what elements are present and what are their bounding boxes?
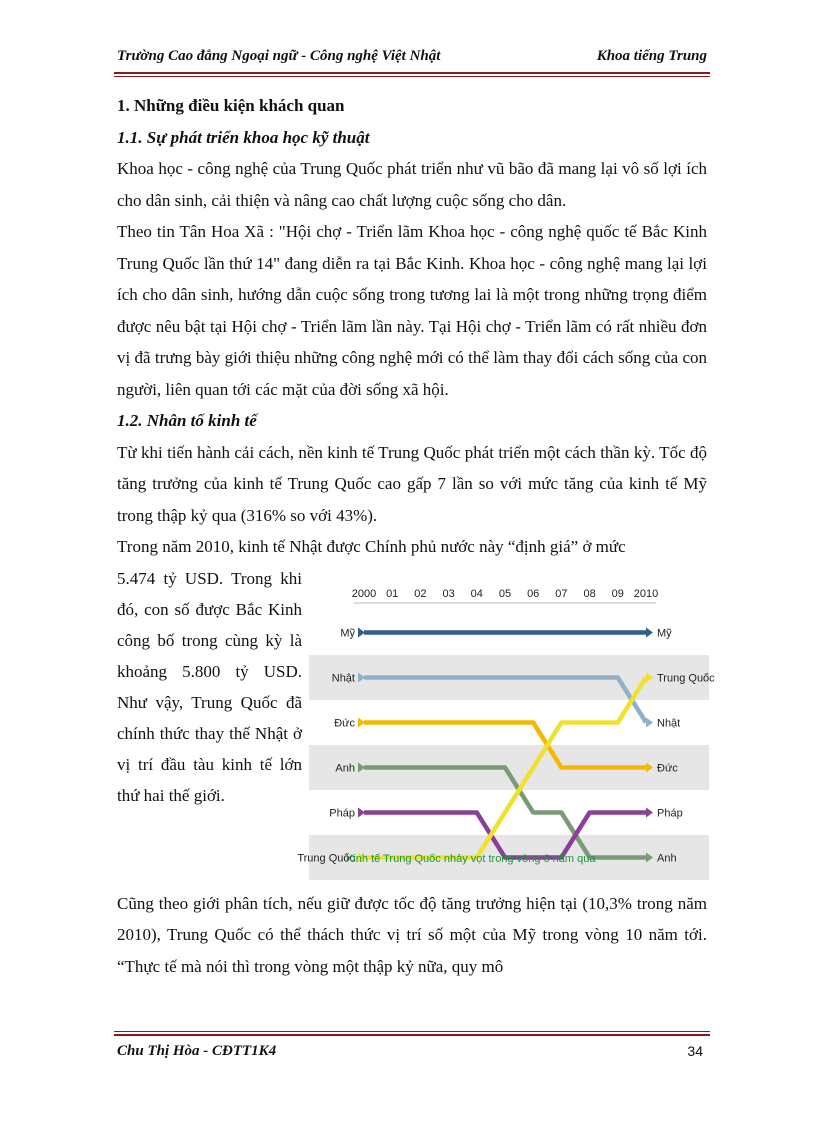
x-tick-label: 01 [386, 587, 399, 600]
series-end-arrow [646, 807, 653, 817]
x-tick-label: 2000 [351, 587, 377, 600]
series-right-label: Trung Quốc [657, 672, 715, 684]
section-1-heading: 1. Những điều kiện khách quan [117, 96, 345, 115]
footer-rule [114, 1034, 710, 1036]
x-tick-label: 04 [470, 587, 483, 600]
series-start-arrow [358, 627, 365, 637]
footer-rule-thin [114, 1031, 710, 1032]
series-right-label: Nhật [657, 717, 681, 729]
x-tick-label: 2010 [633, 587, 659, 600]
gdp-ranking-chart [297, 565, 715, 865]
series-start-arrow [358, 717, 365, 727]
paragraph: Theo tin Tân Hoa Xã : "Hội chợ - Triển lãm Khoa học - công nghệ quốc tế Bắc Kinh Trung Quốc lần thứ 14" đang diễn ra tại Bắc Kinh. Khoa học - công nghệ mang lại lợi ích cho dân sinh, hướng dẫn cuộc sống trong tương lai là một trong những trọng điểm được nêu bật tại Hội chợ - Triển lãm lần này. Tại Hội chợ - Triển lãm có rất nhiều đơn vị đã trưng bày giới thiệu những công nghệ mới có thể làm thay đổi cách sống của con người, liên quan tới các mặt của đời sống xã hội. [117, 222, 707, 399]
text-chart-block [117, 563, 715, 888]
page-header [117, 48, 707, 70]
x-tick-label: 05 [498, 587, 512, 600]
series-right-label: Pháp [657, 807, 683, 819]
x-tick-label: 08 [583, 587, 596, 600]
header-rule-thin [114, 76, 710, 77]
chart-caption: Kinh tế Trung Quốc nhảy vọt trong vòng 6 năm qua [346, 852, 596, 865]
page-footer [117, 1043, 707, 1063]
x-tick-label: 06 [527, 587, 540, 600]
x-tick-label: 02 [414, 587, 427, 600]
series-left-label: Trung Quốc [297, 852, 355, 864]
header-rule [114, 72, 710, 74]
paragraph: Trong năm 2010, kinh tế Nhật được Chính phủ nước này “định giá” ở mức [117, 537, 626, 556]
footer-author: Chu Thị Hòa - CĐTT1K4 [117, 1043, 277, 1059]
header-department: Khoa tiếng Trung [596, 48, 707, 64]
series-start-arrow [358, 807, 365, 817]
series-right-label: Đức [657, 762, 678, 774]
section-1-2-heading: 1.2. Nhân tố kinh tế [117, 411, 257, 430]
series-right-label: Anh [657, 852, 677, 864]
series-end-arrow [646, 627, 653, 637]
series-right-label: Mỹ [657, 627, 672, 639]
x-tick-label: 07 [555, 587, 568, 600]
series-left-label: Mỹ [340, 627, 355, 639]
page-body [117, 90, 715, 982]
series-left-label: Đức [334, 717, 355, 729]
series-left-label: Pháp [329, 807, 355, 819]
paragraph: Cũng theo giới phân tích, nếu giữ được tốc độ tăng trưởng hiện tại (10,3% trong năm 2010), Trung Quốc có thể thách thức vị trí số một của Mỹ trong vòng 10 năm tới. “Thực tế mà nói thì trong vòng một thập kỷ nữa, quy mô [117, 893, 707, 976]
series-left-label: Anh [335, 762, 355, 774]
chart-svg [297, 565, 715, 865]
header-school: Trường Cao đẳng Ngoại ngữ - Công nghệ Việt Nhật [117, 48, 441, 64]
x-tick-label: 03 [442, 587, 455, 600]
paragraph: Từ khi tiến hành cải cách, nền kinh tế Trung Quốc phát triển một cách thần kỳ. Tốc độ tăng trưởng của kinh tế Trung Quốc cao gấp 7 lần so với mức tăng của kinh tế Mỹ trong thập kỷ qua (316% so với 43%). [117, 442, 707, 525]
series-left-label: Nhật [331, 672, 355, 684]
section-1-1-heading: 1.1. Sự phát triển khoa học kỹ thuật [117, 127, 370, 147]
page-number: 34 [687, 1043, 703, 1059]
series-end-arrow [646, 717, 653, 727]
side-text [117, 563, 302, 812]
paragraph: 5.474 tỷ USD. Trong khi đó, con số được Bắc Kinh công bố trong cùng kỳ là khoảng 5.800 tỷ USD. Như vậy, Trung Quốc đã chính thức thay thế Nhật ở vị trí đầu tàu kinh tế lớn thứ hai thế giới. [117, 568, 302, 806]
x-tick-label: 09 [611, 587, 624, 600]
paragraph: Khoa học - công nghệ của Trung Quốc phát triển như vũ bão đã mang lại vô số lợi ích cho dân sinh, cải thiện và nâng cao chất lượng cuộc sống cho dân. [117, 159, 707, 210]
